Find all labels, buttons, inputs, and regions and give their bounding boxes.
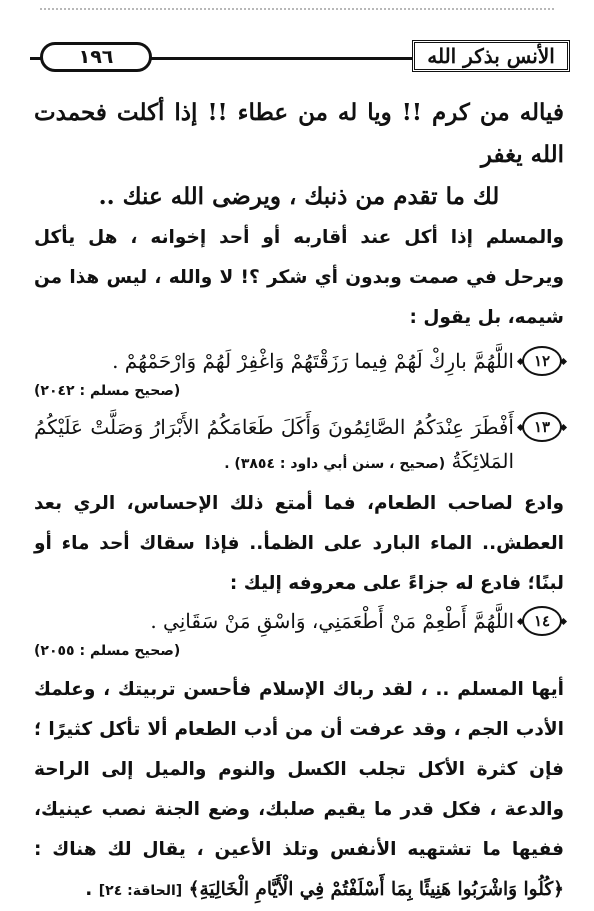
paragraph-3-end: .: [85, 879, 93, 900]
page-number: ١٩٦: [78, 46, 114, 68]
dua-14: [34, 604, 564, 638]
dua-text: اللَّهُمَّ أَطْعِمْ مَنْ أَطْعَمَنِي، وَاسْقِ مَنْ سَقَانِي .: [150, 609, 514, 633]
paragraph-3-text: أيها المسلم .. ، لقد رباك الإسلام فأحسن تربيتك ، وعلمك الأدب الجم ، وقد عرفت أن من أدب الطعام ألا تأكل كثيرًا ؛ فإن كثرة الأكل تجلب الكسل والنوم والميل إلى الراحة والدعة ، فكل قدر ما يقيم صلبك، وضع الجنة نصب عينيك، ففيها ما تشتهيه الأنفس وتلذ الأعين ، يقال لك هناك :: [34, 679, 564, 860]
dua-source: (صحيح مسلم : ٢٠٤٢): [34, 383, 181, 399]
header-title: الأنس بذكر الله: [427, 44, 555, 68]
dua-text: أَفْطَرَ عِنْدَكُمُ الصَّائِمُونَ وَأَكَلَ طَعَامَكُمُ الأَبْرَارُ وَصَلَّتْ عَلَيْكُمُ المَلائِكَةُ: [34, 415, 514, 473]
dua-source: (صحيح ، سنن أبي داود : ٣٨٥٤) .: [224, 456, 446, 472]
dua-12: [34, 344, 564, 378]
quran-verse: ﴿كُلُوا وَاشْرَبُوا هَنِيئًا بِمَا أَسْلَفْتُمْ فِي الْأَيَّامِ الْخَالِيَةِ﴾: [188, 879, 564, 900]
paragraph-1: والمسلم إذا أكل عند أقاربه أو أحد إخوانه ، هل يأكل ويرحل في صمت وبدون أي شكر ؟! لا والله ، ليس هذا من شيمه، بل يقول :: [34, 227, 564, 328]
dua-number-badge: ١٢: [522, 346, 562, 376]
dua-source: (صحيح مسلم : ٢٠٥٥): [34, 643, 181, 659]
header-title-box: [412, 40, 570, 72]
dua-number-badge: ١٣: [522, 412, 562, 442]
intro-line-1: فياله من كرم !! ويا له من عطاء !! إذا أكلت فحمدت الله يغفر: [34, 99, 564, 168]
page-content: [34, 92, 564, 911]
top-dotted-line: [40, 8, 554, 14]
intro-line-2: لك ما تقدم من ذنبك ، ويرضى الله عنك ..: [98, 183, 500, 210]
quran-reference: [الحاقة: ٢٤]: [98, 883, 183, 899]
dua-13: [34, 410, 564, 478]
dua-text: اللَّهُمَّ بارِكْ لَهُمْ فِيما رَزَقْتَهُمْ وَاغْفِرْ لَهُمْ وَارْحَمْهُمْ .: [112, 349, 514, 373]
paragraph-3: [34, 670, 564, 911]
page-number-badge: [40, 42, 152, 72]
paragraph-2: وادع لصاحب الطعام، فما أمتع ذلك الإحساس، الري بعد العطش.. الماء البارد على الظمأ.. فإذا سقاك أحد ماء أو لبنًا؛ فادع له جزاءً على معروفه إليك :: [34, 493, 564, 594]
running-header: [30, 40, 570, 76]
dua-number-badge: ١٤: [522, 606, 562, 636]
